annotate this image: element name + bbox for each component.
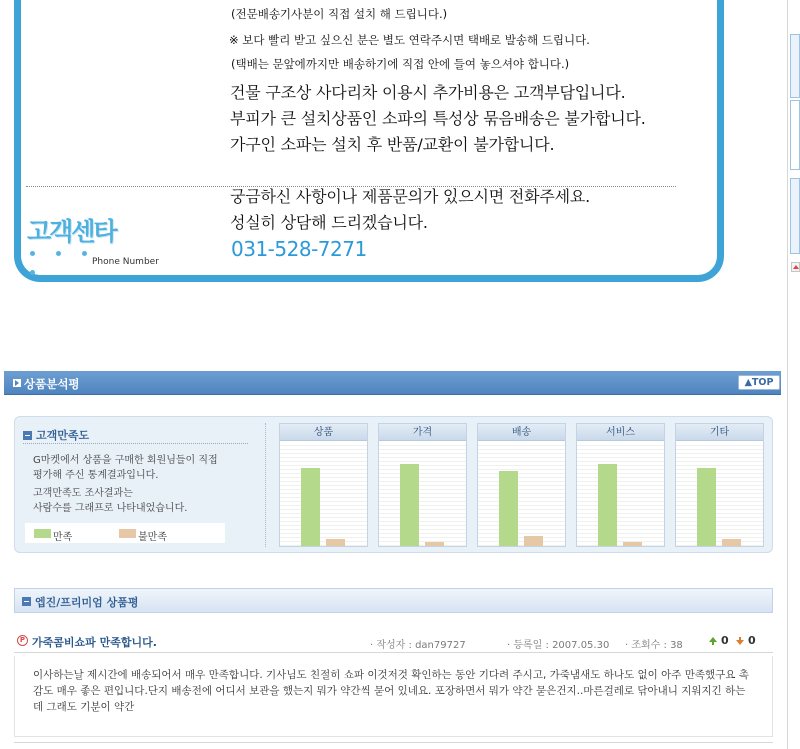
chart-plot-area bbox=[280, 442, 367, 546]
thumbs-up-arrow-icon[interactable] bbox=[709, 637, 717, 642]
bar-dissatisfied bbox=[425, 542, 444, 546]
chart-column bbox=[477, 423, 566, 547]
sidebar-panel bbox=[790, 100, 800, 170]
premium-p-icon: P bbox=[17, 635, 28, 646]
up-vote-count: 0 bbox=[721, 634, 729, 647]
customer-center-logo: 고객센타 bbox=[27, 217, 116, 246]
notice-line-large: 건물 구조상 사다리차 이용시 추가비용은 고객부담입니다. bbox=[230, 83, 626, 102]
down-vote-count: 0 bbox=[748, 634, 756, 647]
review-views: · 조회수 : 38 bbox=[625, 640, 683, 651]
bar-satisfied bbox=[301, 468, 320, 546]
satisfaction-panel bbox=[14, 416, 773, 553]
play-triangle-icon bbox=[13, 379, 21, 387]
satisfaction-info bbox=[15, 417, 245, 552]
premium-review-header bbox=[14, 588, 773, 613]
satisfaction-heading bbox=[23, 427, 89, 443]
chart-legend bbox=[25, 523, 225, 543]
notice-line: (택배는 문앞에까지만 배송하기에 직접 안에 들여 놓으셔야 합니다.) bbox=[231, 57, 570, 71]
review-date: · 등록일 : 2007.05.30 bbox=[507, 640, 610, 651]
section-title: 상품분석평 bbox=[24, 377, 80, 391]
chart-category-label: 가격 bbox=[379, 424, 466, 441]
sidebar-panel bbox=[790, 34, 800, 98]
chart-plot-area bbox=[577, 442, 664, 546]
bar-satisfied bbox=[697, 468, 716, 546]
minus-square-icon bbox=[22, 597, 31, 606]
chart-column bbox=[378, 423, 467, 547]
chart-plot-area bbox=[379, 442, 466, 546]
top-button-label: TOP bbox=[751, 377, 774, 388]
bar-dissatisfied bbox=[623, 542, 642, 546]
next-review-divider bbox=[14, 742, 773, 743]
notice-line-large: 부피가 큰 설치상품인 소파의 특성상 묶음배송은 불가합니다. bbox=[230, 109, 646, 128]
legend-swatch-satisfied bbox=[34, 529, 51, 538]
bar-dissatisfied bbox=[722, 539, 741, 546]
satisfaction-desc: 평가해 주신 통계결과입니다. bbox=[33, 470, 159, 481]
bar-satisfied bbox=[400, 464, 419, 546]
review-body: 이사하는날 제시간에 배송되어서 매우 만족합니다. 기사님도 친절히 쇼파 이것저것 확인하는 동안 기다려 주시고, 가죽냄새도 하나도 없이 아주 만족했구요 촉감도 매우 좋은 편입니다.단지 배송전에 어디서 보관을 했는지 뭐가 약간씩 묻어 있네요. 포장하면서 뭐가 약간 묻은건지..마른걸레로 닦아내니 지워지긴 하는데 그래도 기분이 약간 bbox=[14, 656, 773, 737]
scroll-up-icon[interactable] bbox=[791, 262, 800, 272]
review-header-row bbox=[14, 629, 773, 653]
bar-dissatisfied bbox=[524, 536, 543, 546]
cs-line: 성실히 상담해 드리겠습니다. bbox=[230, 213, 428, 232]
bar-satisfied bbox=[598, 464, 617, 546]
cs-line: 궁금하신 사항이나 제품문의가 있으시면 전화주세요. bbox=[230, 187, 591, 206]
satisfaction-desc: 사람수를 그래프로 나타내었습니다. bbox=[33, 503, 188, 514]
minus-square-icon bbox=[23, 431, 32, 440]
panel-divider bbox=[265, 423, 266, 547]
phone-number: 031-528-7271 bbox=[231, 237, 367, 261]
phone-number-label: Phone Number bbox=[92, 257, 159, 267]
chart-category-label: 상품 bbox=[280, 424, 367, 441]
chart-column bbox=[576, 423, 665, 547]
bar-satisfied bbox=[499, 471, 518, 546]
chart-category-label: 기타 bbox=[676, 424, 763, 441]
section-title: 엡진/프리미엄 상품평 bbox=[35, 596, 139, 609]
thumbs-down-arrow-icon[interactable] bbox=[736, 640, 744, 645]
notice-line: ※ 보다 빨리 받고 싶으신 분은 별도 연락주시면 택배로 발송해 드립니다. bbox=[229, 33, 590, 47]
chart-column bbox=[279, 423, 368, 547]
satisfaction-desc: G마켓에서 상품을 구매한 회원님들이 직접 bbox=[33, 455, 218, 466]
notice-line-large: 가구인 소파는 설치 후 반품/교환이 불가합니다. bbox=[230, 135, 555, 154]
review-title[interactable]: 가죽콤비쇼파 만족합니다. bbox=[32, 636, 157, 649]
chart-plot-area bbox=[676, 442, 763, 546]
product-analysis-header bbox=[4, 371, 781, 395]
chart-category-label: 배송 bbox=[478, 424, 565, 441]
satisfaction-title: 고객만족도 bbox=[36, 429, 90, 442]
top-button[interactable]: ▲TOP bbox=[738, 375, 780, 390]
logo-dots-decoration bbox=[30, 241, 130, 247]
chart-column bbox=[675, 423, 764, 547]
sidebar-panel[interactable] bbox=[790, 178, 800, 254]
heading-divider bbox=[23, 443, 248, 444]
legend-label-dissatisfied: 불만족 bbox=[138, 532, 167, 543]
chart-plot-area bbox=[478, 442, 565, 546]
notice-line: (전문배송기사분이 직접 설치 해 드립니다.) bbox=[231, 7, 448, 21]
legend-label-satisfied: 만족 bbox=[53, 532, 73, 543]
satisfaction-desc: 고객만족도 조사결과는 bbox=[33, 488, 133, 499]
bar-dissatisfied bbox=[326, 539, 345, 546]
chart-category-label: 서비스 bbox=[577, 424, 664, 441]
legend-swatch-dissatisfied bbox=[119, 529, 136, 538]
review-author: · 작성자 : dan79727 bbox=[370, 640, 466, 651]
